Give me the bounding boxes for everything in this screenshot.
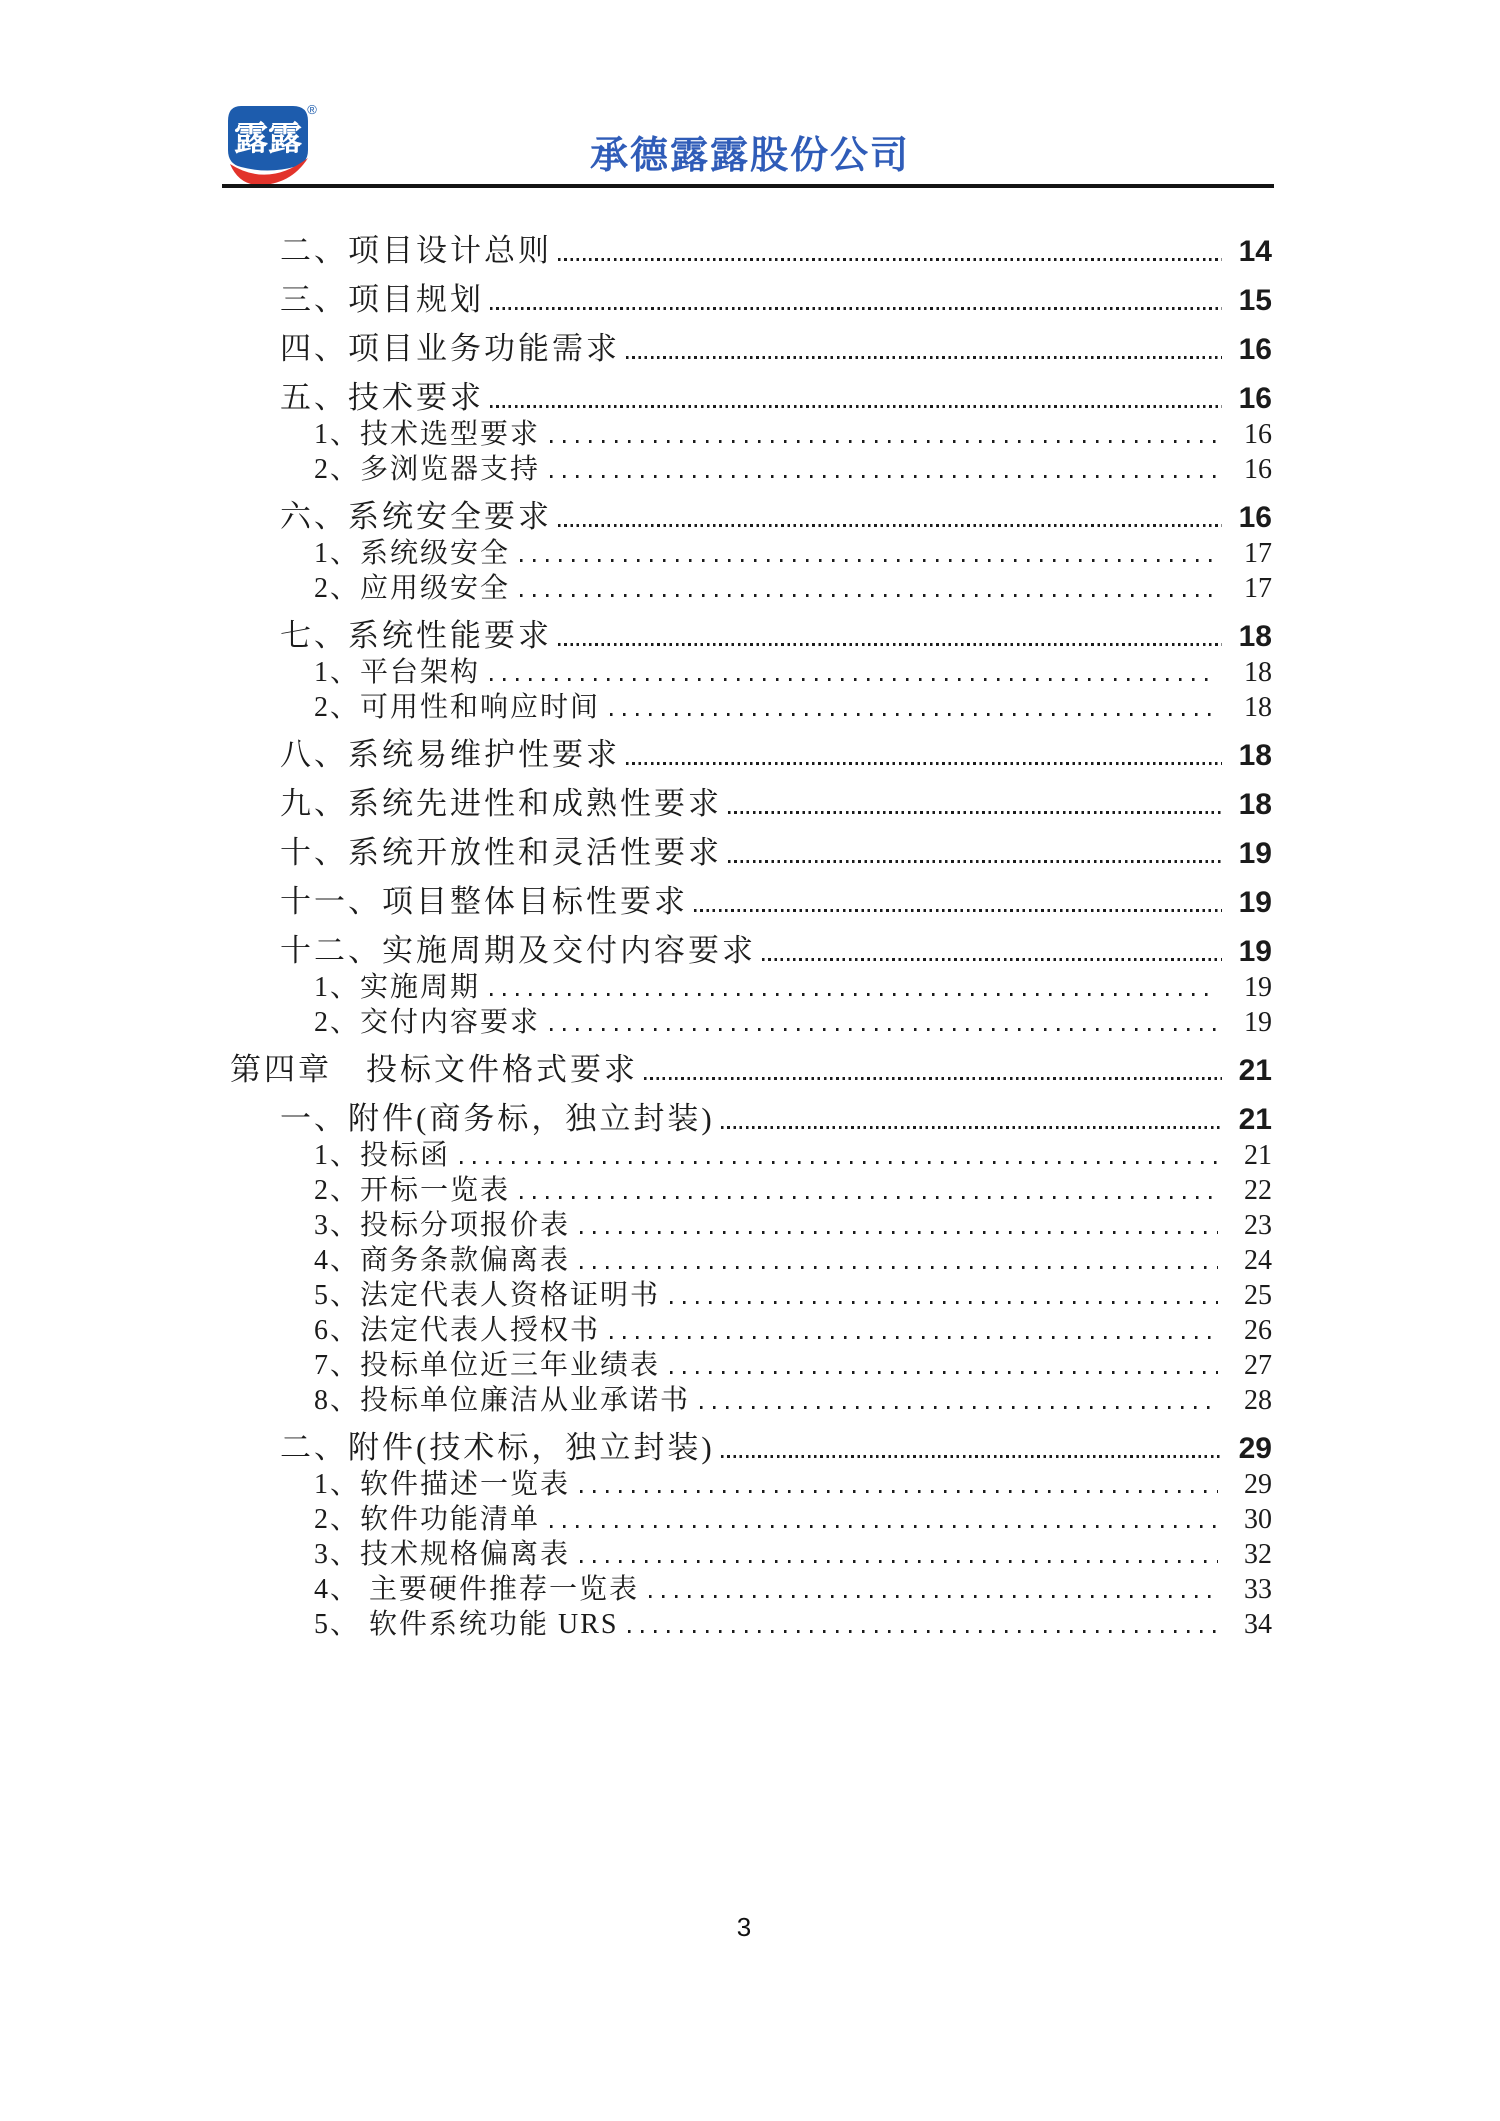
toc-entry-label: 1、软件描述一览表 bbox=[314, 1469, 571, 1500]
toc-entry-label: 二、项目设计总则 bbox=[280, 233, 552, 268]
toc-entry-label: 2、交付内容要求 bbox=[314, 1007, 541, 1038]
toc-page-number: 28 bbox=[1244, 1385, 1272, 1416]
toc-page-number: 18 bbox=[1244, 692, 1272, 723]
toc-entry bbox=[280, 836, 1272, 870]
toc-entry bbox=[280, 885, 1272, 919]
toc-entry bbox=[280, 934, 1272, 968]
toc-entry bbox=[314, 658, 1272, 688]
toc-leader-dots bbox=[490, 678, 1218, 681]
toc-entry-label: 5、法定代表人资格证明书 bbox=[314, 1280, 661, 1311]
toc-entry-label: 五、技术要求 bbox=[280, 380, 484, 415]
toc-page-number: 19 bbox=[1244, 1007, 1272, 1038]
toc-leader-dots bbox=[626, 356, 1222, 359]
toc-entry bbox=[314, 1610, 1272, 1640]
toc-page-number: 19 bbox=[1238, 935, 1272, 968]
toc-entry-label: 二、附件(技术标，独立封装) bbox=[280, 1430, 715, 1465]
toc-entry-label: 4、 主要硬件推荐一览表 bbox=[314, 1574, 640, 1605]
toc-page-number: 15 bbox=[1238, 284, 1272, 317]
toc-leader-dots bbox=[649, 1595, 1218, 1598]
toc-entry bbox=[314, 574, 1272, 604]
toc-leader-dots bbox=[580, 1231, 1218, 1234]
toc-entry-label: 1、实施周期 bbox=[314, 972, 481, 1003]
toc-entry bbox=[280, 381, 1272, 415]
page-number: 3 bbox=[736, 1912, 752, 1942]
toc-entry bbox=[314, 1470, 1272, 1500]
toc-entry-label: 一、附件(商务标，独立封装) bbox=[280, 1101, 715, 1136]
toc-entry-label: 1、技术选型要求 bbox=[314, 419, 541, 450]
toc-leader-dots bbox=[550, 1525, 1218, 1528]
toc-entry-label: 2、软件功能清单 bbox=[314, 1504, 541, 1535]
toc-leader-dots bbox=[610, 713, 1218, 716]
toc-entry-label: 八、系统易维护性要求 bbox=[280, 737, 620, 772]
toc-list bbox=[230, 226, 1272, 1640]
toc-page-number: 33 bbox=[1244, 1574, 1272, 1605]
toc-page-number: 16 bbox=[1238, 333, 1272, 366]
toc-leader-dots bbox=[558, 524, 1222, 527]
toc-entry bbox=[314, 455, 1272, 485]
toc-entry bbox=[314, 539, 1272, 569]
toc-page-number: 17 bbox=[1244, 573, 1272, 604]
toc-leader-dots bbox=[520, 559, 1218, 562]
toc-entry-label: 三、项目规划 bbox=[280, 282, 484, 317]
toc-leader-dots bbox=[580, 1266, 1218, 1269]
toc-page-number: 21 bbox=[1238, 1103, 1272, 1136]
company-title: 承德露露股份公司 bbox=[589, 135, 910, 177]
toc-page-number: 21 bbox=[1244, 1140, 1272, 1171]
toc-entry bbox=[280, 738, 1272, 772]
toc-page-number: 23 bbox=[1244, 1210, 1272, 1241]
toc-entry bbox=[314, 1176, 1272, 1206]
toc-page-number: 22 bbox=[1244, 1175, 1272, 1206]
toc-leader-dots bbox=[550, 440, 1218, 443]
toc-page-number: 18 bbox=[1244, 657, 1272, 688]
toc-entry-label: 2、开标一览表 bbox=[314, 1175, 511, 1206]
toc-entry-label: 十二、实施周期及交付内容要求 bbox=[280, 933, 756, 968]
toc-page-number: 25 bbox=[1244, 1280, 1272, 1311]
toc-leader-dots bbox=[550, 1028, 1218, 1031]
toc-entry-label: 6、法定代表人授权书 bbox=[314, 1315, 601, 1346]
toc-entry bbox=[314, 1246, 1272, 1276]
toc-entry bbox=[280, 787, 1272, 821]
toc-entry bbox=[280, 619, 1272, 653]
toc-entry bbox=[314, 1351, 1272, 1381]
toc-page-number: 16 bbox=[1238, 382, 1272, 415]
toc-page-number: 19 bbox=[1238, 886, 1272, 919]
toc-leader-dots bbox=[490, 307, 1222, 310]
toc-entry bbox=[314, 1316, 1272, 1346]
toc-entry bbox=[314, 1386, 1272, 1416]
toc-entry-label: 九、系统先进性和成熟性要求 bbox=[280, 786, 722, 821]
toc-page-number: 17 bbox=[1244, 538, 1272, 569]
toc-page-number: 27 bbox=[1244, 1350, 1272, 1381]
toc-entry-label: 六、系统安全要求 bbox=[280, 499, 552, 534]
toc-entry bbox=[280, 500, 1272, 534]
toc-entry bbox=[314, 1575, 1272, 1605]
toc-leader-dots bbox=[626, 762, 1222, 765]
toc-entry-label: 8、投标单位廉洁从业承诺书 bbox=[314, 1385, 691, 1416]
toc-entry-label: 1、平台架构 bbox=[314, 657, 481, 688]
toc-entry-label: 四、项目业务功能需求 bbox=[280, 331, 620, 366]
toc-leader-dots bbox=[728, 811, 1222, 814]
toc-page-number: 30 bbox=[1244, 1504, 1272, 1535]
toc-leader-dots bbox=[520, 1196, 1218, 1199]
toc-leader-dots bbox=[460, 1161, 1218, 1164]
toc-leader-dots bbox=[628, 1630, 1218, 1633]
toc-page-number: 16 bbox=[1238, 501, 1272, 534]
toc-leader-dots bbox=[520, 594, 1218, 597]
toc-entry-label: 3、技术规格偏离表 bbox=[314, 1539, 571, 1570]
toc-leader-dots bbox=[694, 909, 1222, 912]
toc-entry-label: 第四章 投标文件格式要求 bbox=[230, 1052, 638, 1087]
toc-page-number: 16 bbox=[1244, 454, 1272, 485]
toc-page-number: 34 bbox=[1244, 1609, 1272, 1640]
toc-page-number: 18 bbox=[1238, 788, 1272, 821]
toc-entry-label: 3、投标分项报价表 bbox=[314, 1210, 571, 1241]
toc-entry-label: 十、系统开放性和灵活性要求 bbox=[280, 835, 722, 870]
toc-entry-label: 七、系统性能要求 bbox=[280, 618, 552, 653]
toc-entry bbox=[314, 1008, 1272, 1038]
toc-leader-dots bbox=[721, 1126, 1222, 1129]
toc-page-number: 19 bbox=[1238, 837, 1272, 870]
toc-entry-label: 5、 软件系统功能 URS bbox=[314, 1609, 619, 1640]
toc-leader-dots bbox=[610, 1336, 1218, 1339]
toc-leader-dots bbox=[580, 1560, 1218, 1563]
toc-page-number: 18 bbox=[1238, 620, 1272, 653]
toc-entry bbox=[314, 1540, 1272, 1570]
toc-entry bbox=[314, 973, 1272, 1003]
toc-leader-dots bbox=[490, 993, 1218, 996]
toc-entry bbox=[314, 1211, 1272, 1241]
toc-leader-dots bbox=[728, 860, 1222, 863]
toc-entry-label: 2、应用级安全 bbox=[314, 573, 511, 604]
toc-page-number: 24 bbox=[1244, 1245, 1272, 1276]
toc-entry bbox=[314, 1281, 1272, 1311]
toc-entry bbox=[314, 420, 1272, 450]
toc-leader-dots bbox=[550, 475, 1218, 478]
toc-leader-dots bbox=[670, 1371, 1218, 1374]
toc-leader-dots bbox=[580, 1490, 1218, 1493]
toc-entry-label: 十一、项目整体目标性要求 bbox=[280, 884, 688, 919]
toc-entry-label: 1、系统级安全 bbox=[314, 538, 511, 569]
toc-entry bbox=[314, 1505, 1272, 1535]
toc-page-number: 32 bbox=[1244, 1539, 1272, 1570]
toc-page-number: 18 bbox=[1238, 739, 1272, 772]
toc-leader-dots bbox=[490, 405, 1222, 408]
header-divider-rule bbox=[222, 184, 1274, 188]
toc-page-number: 16 bbox=[1244, 419, 1272, 450]
toc-page-number: 21 bbox=[1238, 1054, 1272, 1087]
toc-page-number: 29 bbox=[1244, 1469, 1272, 1500]
toc-page-number: 29 bbox=[1238, 1432, 1272, 1465]
toc-leader-dots bbox=[644, 1077, 1222, 1080]
toc-leader-dots bbox=[558, 258, 1222, 261]
toc-entry-label: 7、投标单位近三年业绩表 bbox=[314, 1350, 661, 1381]
toc-leader-dots bbox=[762, 958, 1222, 961]
toc-entry bbox=[280, 283, 1272, 317]
toc-leader-dots bbox=[670, 1301, 1218, 1304]
toc-entry bbox=[314, 693, 1272, 723]
toc-page-number: 19 bbox=[1244, 972, 1272, 1003]
toc-entry bbox=[280, 234, 1272, 268]
toc-entry-label: 4、商务条款偏离表 bbox=[314, 1245, 571, 1276]
toc-entry bbox=[314, 1141, 1272, 1171]
toc-entry bbox=[280, 332, 1272, 366]
toc-entry bbox=[280, 1431, 1272, 1465]
toc-leader-dots bbox=[700, 1406, 1218, 1409]
toc-entry-label: 1、投标函 bbox=[314, 1140, 451, 1171]
toc-leader-dots bbox=[558, 643, 1222, 646]
registered-trademark-icon: ® bbox=[307, 102, 317, 117]
toc-page-number: 14 bbox=[1238, 235, 1272, 268]
toc-entry-label: 2、多浏览器支持 bbox=[314, 454, 541, 485]
toc-leader-dots bbox=[721, 1455, 1222, 1458]
toc-entry-label: 2、可用性和响应时间 bbox=[314, 692, 601, 723]
toc-entry bbox=[230, 1053, 1272, 1087]
toc-entry bbox=[280, 1102, 1272, 1136]
logo-characters: 露露 bbox=[234, 121, 302, 158]
toc-page-number: 26 bbox=[1244, 1315, 1272, 1346]
